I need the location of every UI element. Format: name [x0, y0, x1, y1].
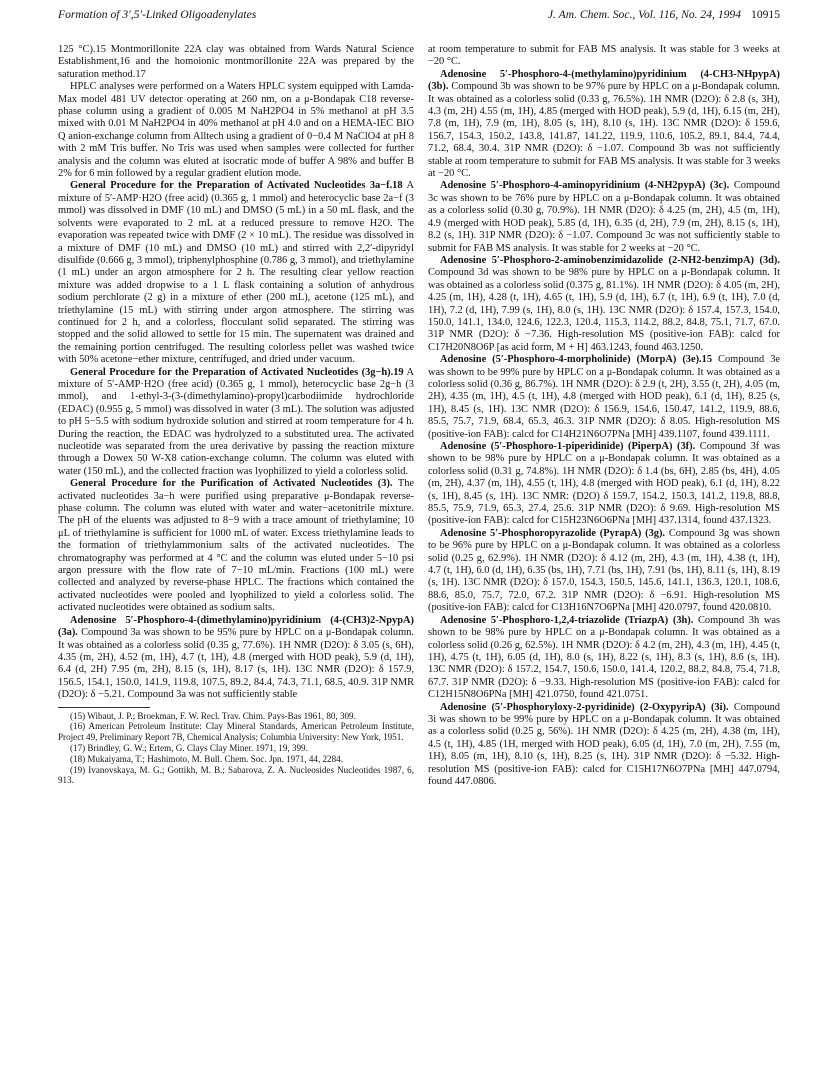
- paragraph-text: Compound 3g was shown to be 96% pure by HPLC on a μ-Bondapak column. It was obtained as a colorless solid (0.25 g, 62.9%). 1H NMR (D2O): δ 4.12 (m, 2H), 4.3 (m, 1H), 4.38 (t, 1H), 4.7 (t, 1H), 6.0 (d, 1H), 6.35 (bs, 1H), 7.71 (bs, 1H), 7.91 (bs, 1H), 8.11 (s, 1H), 8.19 (s, 1H). 13C NMR (D2O): δ 157.0, 154.3, 150.5, 145.6, 141.1, 136.3, 120.1, 108.6, 88.6, 85.0, 75.7, 72.0, 67.2. 31P NMR (D2O): δ −6.91. High-resolution MS (positive-ion FAB): calcd for C13H16N7O6PNa [MH] 420.0797, found 420.0810.: [428, 527, 780, 614]
- right-column: [428, 44, 780, 788]
- section-heading: General Procedure for the Purification of Activated Nucleotides (3).: [70, 478, 393, 490]
- paragraph-text: at room temperature to submit for FAB MS analysis. It was stable for 3 weeks at −20 °C.: [428, 44, 780, 68]
- running-header: [58, 8, 780, 28]
- paragraph-text: Compound 3h was shown to be 98% pure by HPLC on a μ-Bondapak column. It was obtained as a colorless solid (0.26 g, 62.5%). 1H NMR (D2O): δ 4.2 (m, 2H), 4.3 (m, 1H), 4.45 (t, 1H), 4.75 (t, 1H), 6.05 (d, 1H), 8.0 (s, 1H), 8.22 (s, 1H), 8.3 (s, 1H), 8.6 (s, 1H). 13C NMR (D2O): δ 157.2, 154.7, 150.6, 150.0, 141.4, 120.2, 88.2, 84.8, 75.4, 71.8, 67.7. 31P NMR (D2O): δ −9.33. High-resolution MS (positive-ion FAB): calcd for C12H15N8O6PNa [MH] 421.0750, found 421.0751.: [428, 614, 780, 701]
- paragraph-text: Compound 3e was shown to be 99% pure by HPLC on a μ-Bondapak column. It was obtained as a colorless solid (0.36 g, 86.7%). 1H NMR (D2O): δ 2.9 (t, 2H), 3.55 (t, 2H), 4.05 (m, 2H), 4.35 (m, 1H), 4.5 (t, 1H), 4.8 (merged with HOD peak), 6.1 (d, 1H), 8.25 (s, 1H), 8.45 (s, 1H). 13C NMR (D2O): δ 156.9, 154.6, 150.47, 141.2, 119.9, 88.6, 85.5, 75.7, 71.9, 68.4, 65.3, 46.3. 31P NMR (D2O): δ 8.05. High-resolution MS (positive-ion FAB): calcd for C14H21N6O7PNa [MH] 439.1107, found 439.1111.: [428, 354, 780, 440]
- paragraph-text: Compound 3b was shown to be 97% pure by HPLC on a μ-Bondapak column. It was obtained as a colorless solid (0.33 g, 76.5%). 1H NMR (D2O): δ 2.8 (s, 3H), 4.3 (m, 2H) 4.55 (m, 1H), 4.85 (merged with HOD peak), 5.9 (d, 1H), 6.15 (m, 2H), 7.8 (m, 1H), 7.9 (m, 1H), 8.05 (s, 1H), 8.10 (s, 1H). 13C NMR (D2O): δ 159.6, 156.7, 154.3, 150.2, 143.8, 141.87, 141.22, 119.9, 110.6, 105.2, 89.1, 84.4, 74.4, 71.2, 68.4, 30.4. 31P NMR (D2O): δ −1.07. Compound 3b was not sufficiently stable at room temperature to submit for FAB MS analysis. It was stable for 3 weeks at −20 °C.: [428, 81, 780, 180]
- left-column: [58, 44, 414, 786]
- footnote: (17) Brindley, G. W.; Ertem, G. Clays Clay Miner. 1971, 19, 399.: [70, 742, 308, 753]
- paragraph-text: 125 °C).15 Montmorillonite 22A clay was obtained from Wards Natural Science Establishment,16 and the homoionic montmorillonite 22A was prepared by the saturation method.17: [58, 44, 414, 80]
- footnote: (15) Wibaut, J. P.; Broekman, F. W. Recl. Trav. Chim. Pays-Bas 1961, 80, 309.: [70, 710, 356, 721]
- paragraph: [428, 69, 780, 181]
- paragraph-text: HPLC analyses were performed on a Waters HPLC system equipped with Lamda-Max model 481 UV detector operating at 260 nm, on a μ-Bondapak C18 reverse-phase column using a gradient of 0.005 M NaH2PO4 in 5% methanol at pH 3.5 mixed with 0.01 M NaH2PO4 in 40% methanol at pH 4.0 and on a HEMA-IEC BIO Q anion-exchange column from Alltech using a gradient of 0−0.4 M NaClO4 at pH 8 with 2 mM Tris buffer. No Tris was used when samples were collected for further analysis and the column was eluted at isocratic mode of buffer A 98% and buffer B 2% for 6 min followed by a regular gradient elution mode.: [58, 81, 414, 180]
- section-heading: Adenosine 5′-Phosphoro-1,2,4-triazolide (TriazpA) (3h).: [440, 614, 694, 626]
- footnote: (18) Mukaiyama, T.; Hashimoto, M. Bull. Chem. Soc. Jpn. 1971, 44, 2284.: [70, 753, 343, 764]
- paragraph-text: Compound 3c was shown to be 76% pure by HPLC on a μ-Bondapak column. It was obtained as a colorless solid (0.30 g, 70.9%). 1H NMR (D2O): δ 4.25 (m, 2H), 4.5 (m, 1H), 4.9 (merged with HOD peak), 5.85 (d, 1H), 6.35 (d, 2H), 7.9 (m, 2H), 8.15 (s, 1H), 8.2 (s, 1H). 31P NMR (D2O): δ −1.07. Compound 3c was not sufficiently stable to submit for FAB MS analysis. It was stable for 2 weeks at −20 °C.: [428, 180, 780, 254]
- paragraph: [428, 528, 780, 615]
- section-heading: General Procedure for the Preparation of Activated Nucleotides (3g−h).19: [70, 366, 404, 378]
- section-heading: Adenosine 5′-Phosphoropyrazolide (PyrapA) (3g).: [440, 527, 666, 539]
- paragraph: [428, 354, 780, 441]
- footnote: (19) Ivanovskaya, M. G.; Gottikh, M. B.; Sabarova, Z. A. Nucleosides Nucleotides 1987, 6, 913.: [58, 764, 414, 786]
- paragraph: [58, 180, 414, 366]
- paragraph: [58, 44, 414, 81]
- paragraph: [428, 702, 780, 789]
- paragraph-text: A mixture of 5′-AMP·H2O (free acid) (0.365 g, 1 mmol), heterocyclic base 2g−h (3 mmol), and 1-ethyl-3-(3-(dimethylamino)-propyl)carbodiimide hydrochloride (EDAC) (0.955 g, 5 mmol) was dissolved in water (3 mL). The solution was adjusted to pH 5−5.5 with sodium hydroxide solution and stirred at room temperature for 4 h. During the reaction, the EDAC was hydrolyzed to a substituted urea. The activated nucleotide was separated from the urea derivative by passing the reaction mixture through a Dowex 50 W-X8 cation-exchange column. The column was eluted with water (150 mL), and the collected fraction was lyophilized to yield a colorless solid.: [58, 366, 414, 477]
- paragraph-text: Compound 3f was shown to be 98% pure by HPLC on a μ-Bondapak column. It was obtained as a colorless solid (0.31 g, 74.8%). 1H NMR (D2O): δ 1.4 (bs, 6H), 2.85 (bs, 4H), 4.05 (m, 2H), 4.37 (m, 1H), 4.55 (t, 1H), 4.8 (merged with HOD peak), 6.1 (d, 1H), 8.22 (s, 1H), 8.45 (s, 1H). 13C NMR: (D2O) δ 159.7, 154.2, 150.3, 141.2, 119.8, 88.8, 85.5, 75.9, 71.9, 65.3, 27.4, 25.6. 31P NMR (D2O): δ 9.69. High-resolution MS (positive-ion FAB): calcd for C15H23N6O6PNa [MH] 437.1314, found 437.1323.: [428, 441, 780, 527]
- journal-reference: J. Am. Chem. Soc., Vol. 116, No. 24, 1994: [547, 8, 742, 21]
- paragraph: [58, 367, 414, 479]
- journal-citation: [548, 8, 780, 21]
- paragraph: [58, 478, 414, 614]
- paragraph: [428, 180, 780, 254]
- section-heading: Adenosine 5′-Phosphoro-4-(dimethylamino)pyridinium (4-(CH3)2-NpypA) (3a).: [58, 614, 414, 639]
- footnote: (16) American Petroleum Institute: Clay Mineral Standards, American Petroleum Institute, Project 49, Preliminary Report 7B, Chemical Analysis; Columbia University: New York, 1951.: [58, 721, 414, 743]
- paragraph: [58, 81, 414, 180]
- paragraph-text: Compound 3a was shown to be 95% pure by HPLC on a μ-Bondapak column. It was obtained as a colorless solid (0.35 g, 77.6%). 1H NMR (D2O): δ 3.05 (s, 6H), 4.35 (m, 2H), 4.52 (m, 1H), 4.7 (t, 1H), 4.8 (merged with HOD peak), 5.9 (d, 1H), 6.4 (d, 2H) 7.95 (m, 2H), 8.15 (s, 1H), 8.17 (s, 1H). 13C NMR (D2O): δ 157.9, 156.5, 154.1, 150.0, 141.9, 119.8, 107.5, 89.2, 84.4, 74.3, 71.1, 68.5, 40.9. 31P NMR (D2O): δ −5.21. Compound 3a was not sufficiently stable: [58, 627, 414, 701]
- section-heading: Adenosine (5′-Phosphoryloxy-2-pyridinide) (2-OxypyripA) (3i).: [440, 701, 729, 713]
- paragraph-text: Compound 3d was shown to be 98% pure by HPLC on a μ-Bondapak column. It was obtained as a colorless solid (0.375 g, 81.1%). 1H NMR (D2O): δ 4.05 (m, 2H), 4.25 (m, 1H), 4.28 (t, 1H), 4.65 (t, 1H), 5.9 (d, 1H), 6.7 (t, 1H), 6.9 (t, 1H), 7.0 (d, 1H), 7.2 (d, 1H), 7.99 (s, 1H), 8.0 (s, 1H). 13C NMR (D2O): δ 157.4, 157.3, 154.0, 150.0, 141.1, 134.0, 124.6, 122.3, 120.4, 115.3, 114.2, 88.2, 84.8, 75.1, 71.7, 67.0. 31P NMR (D2O): δ −7.36. High-resolution MS (positive-ion FAB): calcd for C17H20N8O6P [as acid form, M + H] 463.1243, found 463.1250.: [428, 267, 780, 353]
- paragraph: [428, 44, 780, 69]
- footnote-divider: [58, 707, 150, 708]
- section-heading: Adenosine (5′-Phosphoro-1-piperidinide) (PiperpA) (3f).: [440, 441, 696, 452]
- paragraph: [58, 615, 414, 702]
- paragraph: [428, 441, 780, 528]
- paragraph-text: A mixture of 5′-AMP·H2O (free acid) (0.365 g, 1 mmol) and heterocyclic base 2a−f (3 mmol) was dissolved in DMF (10 mL) and DMSO (5 mL) in a 50 mL flask, and the solvents were evaporated to 2 mL at a reduced pressure to remove H2O. The evaporation was repeated twice with DMF (2 × 10 mL). The residue was dissolved in a mixture of DMF (10 mL) and DMSO (10 mL) and stirred with 2,2′-dipyridyl disulfide (0.666 g, 3 mmol), triphenylphosphine (0.786 g, 3 mmol), and triethylamine (1 mL) under an argon atmosphere for 2 h. The resulting clear yellow reaction mixture was added dropwise to a 1 L flask containing a solution of anhydrous sodium perchlorate (2 g) in a mixture of ether (200 mL), acetone (125 mL), and triethylamine (15 mL) with stirring under argon atmosphere. The stirring was continued for 2 h, and a colorless, flocculant solid separated. The stirring was stopped and the solid allowed to settle for 15 min. The supernatent was drained and the remaining portion centrifuged. The resulting colorless pellet was washed twice with 50% acetone−ether mixture, centrifuged, and dried under vacuum.: [58, 180, 414, 366]
- paragraph-text: The activated nucleotides 3a−h were purified using preparative μ-Bondapak reverse-phase column. The column was eluted with water and water−acetonitrile mixture. The pH of the eluents was adjusted to 8−9 with a trace amount of triethylamine; 10 μL of triethylamine is sufficient for 1000 mL of water. Excess triethylamine leads to the formation of triethylammonium salts of the activated nucleotides. The chromatography was performed at 4 °C and the column was eluted under 5−10 psi argon pressure with the flow rate of 7−10 mL/min. Fractions (100 mL) were collected and analyzed by reverse-phase HPLC. The fractions which contained the activated nucleotides were pooled and lyophilized to yield a colorless solid. The activated nucleotides were obtained as sodium salts.: [58, 478, 414, 614]
- section-heading: Adenosine 5′-Phosphoro-4-aminopyridinium (4-NH2pypA) (3c).: [440, 180, 730, 192]
- paragraph-text: Compound 3i was shown to be 99% pure by HPLC on a μ-Bondapak column. It was obtained as a colorless solid (0.25 g, 56%). 1H NMR (D2O): δ 4.25 (m, 2H), 4.38 (m, 1H), 4.5 (t, 1H), 4.85 (1H, merged with HOD peak), 6.05 (d, 1H), 7.0 (m, 2H), 7.55 (m, 1H), 8.05 (m, 1H), 8.10 (s, 1H), 8.25 (s, 1H). 31P NMR (D2O): δ −5.32. High-resolution MS (positive-ion FAB): calcd for C15H17N6O7PNa [MH] 447.0794, found 447.0806.: [428, 701, 780, 787]
- running-title: Formation of 3′,5′-Linked Oligoadenylates: [58, 8, 257, 21]
- section-heading: Adenosine (5′-Phosphoro-4-morpholinide) (MorpA) (3e).15: [440, 354, 713, 366]
- section-heading: Adenosine 5′-Phosphoro-4-(methylamino)pyridinium (4-CH3-NHpypA) (3b).: [428, 68, 780, 93]
- section-heading: General Procedure for the Preparation of Activated Nucleotides 3a−f.18: [70, 180, 403, 192]
- paragraph: [428, 615, 780, 702]
- page-number: 10915: [751, 8, 780, 21]
- section-heading: Adenosine 5′-Phosphoro-2-aminobenzimidazolide (2-NH2-benzimpA) (3d).: [440, 254, 780, 266]
- paragraph: [428, 255, 780, 354]
